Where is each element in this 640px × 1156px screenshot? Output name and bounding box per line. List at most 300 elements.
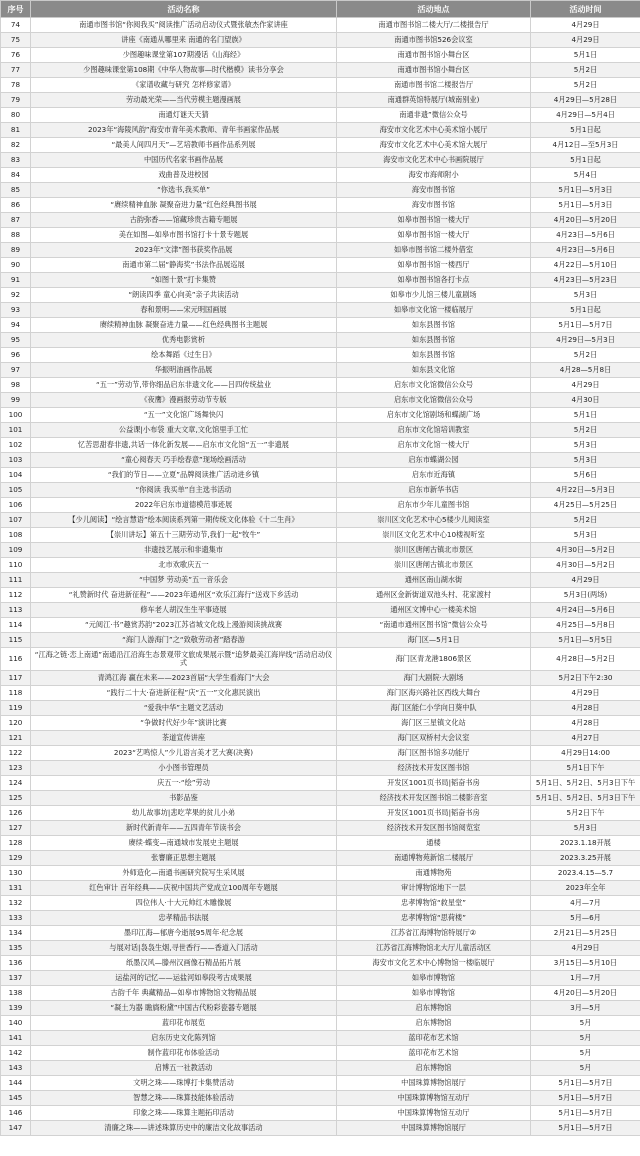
table-row (1, 701, 640, 716)
table-row (1, 588, 640, 603)
cell-location: 如东县图书馆 (337, 348, 531, 363)
cell-name: 墨印江海—郁唐今逝展95周年·纪念展 (31, 926, 337, 941)
header-no: 序号 (1, 1, 31, 18)
cell-location: 海安市文化艺术中心博物馆一楼临展厅 (337, 956, 531, 971)
table-row (1, 618, 640, 633)
cell-time: 5月1日—5月7日 (531, 1091, 640, 1106)
table-row (1, 941, 640, 956)
header-time: 活动时间 (531, 1, 640, 18)
cell-no: 97 (1, 363, 31, 378)
table-row (1, 93, 640, 108)
cell-location: 崇川区唐闸古镇北市景区 (337, 558, 531, 573)
table-row (1, 866, 640, 881)
cell-no: 144 (1, 1076, 31, 1091)
cell-no: 75 (1, 33, 31, 48)
cell-time: 2023.3.25开展 (531, 851, 640, 866)
cell-location: 南通市图书馆二楼报告厅 (337, 78, 531, 93)
cell-time: 4月29日 (531, 378, 640, 393)
cell-no: 123 (1, 761, 31, 776)
cell-name: 劳动最光荣——当代劳模主题漫画展 (31, 93, 337, 108)
cell-name: 南通市第二届“静海奖”书法作品展巡展 (31, 258, 337, 273)
cell-location: 海门区图书馆多功能厅 (337, 746, 531, 761)
cell-time: 4月28日 (531, 701, 640, 716)
cell-time: 5月1日起 (531, 303, 640, 318)
cell-no: 104 (1, 468, 31, 483)
cell-no: 84 (1, 168, 31, 183)
cell-name: 古韵千年 典藏精品—如皋市博物馆文物精品展 (31, 986, 337, 1001)
cell-location: 海门区三星镇文化站 (337, 716, 531, 731)
table-row (1, 881, 640, 896)
cell-name: “你阅读 我买单”自主选书活动 (31, 483, 337, 498)
cell-no: 115 (1, 633, 31, 648)
cell-no: 124 (1, 776, 31, 791)
cell-no: 139 (1, 1001, 31, 1016)
cell-time: 2023年全年 (531, 881, 640, 896)
cell-name: 启东历史文化陈列馆 (31, 1031, 337, 1046)
cell-location: 海门区双桥村大会议室 (337, 731, 531, 746)
cell-time: 5月3日 (531, 528, 640, 543)
table-row (1, 213, 640, 228)
cell-time: 5月4日 (531, 168, 640, 183)
cell-location: 如皋市图书馆一楼大厅 (337, 228, 531, 243)
cell-name: 印象之珠——珠算主题拓印活动 (31, 1106, 337, 1121)
cell-time: 4月20日—5月20日 (531, 213, 640, 228)
cell-no: 77 (1, 63, 31, 78)
table-row (1, 1016, 640, 1031)
cell-time: 4月23日—5月6日 (531, 228, 640, 243)
cell-location: 海门区能仁小学向日葵中队 (337, 701, 531, 716)
cell-name: 2023年“文津”图书获奖作品展 (31, 243, 337, 258)
cell-location: 启东博物馆 (337, 1016, 531, 1031)
cell-location: 海安市海师附小 (337, 168, 531, 183)
cell-time: 4月30日—5月2日 (531, 558, 640, 573)
cell-location: 启东市文化馆一楼大厅 (337, 438, 531, 453)
cell-name: 启博五一社教活动 (31, 1061, 337, 1076)
table-row (1, 1121, 640, 1136)
cell-no: 95 (1, 333, 31, 348)
cell-name: 南通市图书馆“你阅我买”阅读推广活动启动仪式暨张敏杰作家讲座 (31, 18, 337, 33)
cell-location: 海安市文化艺术中心美术馆大展厅 (337, 138, 531, 153)
cell-name: 非遗技艺展示和非遗集市 (31, 543, 337, 558)
cell-location: 通州区金新街道双池头村、花家渡村 (337, 588, 531, 603)
cell-time: 5月3日 (531, 438, 640, 453)
cell-time: 5月1日—5月7日 (531, 1106, 640, 1121)
cell-name: 美在如图—如皋市图书馆打卡十景专题展 (31, 228, 337, 243)
cell-no: 107 (1, 513, 31, 528)
cell-time: 4月25日—5月25日 (531, 498, 640, 513)
cell-no: 80 (1, 108, 31, 123)
cell-location: 审计博物馆地下一层 (337, 881, 531, 896)
cell-name: 2022年启东市道德模范事迹展 (31, 498, 337, 513)
cell-location: 崇川区唐闸古镇北市景区 (337, 543, 531, 558)
table-row (1, 836, 640, 851)
cell-location: 如皋市文化馆一楼临展厅 (337, 303, 531, 318)
cell-location: 如东县图书馆 (337, 318, 531, 333)
cell-no: 134 (1, 926, 31, 941)
cell-no: 116 (1, 648, 31, 671)
cell-time: 5月1日起 (531, 123, 640, 138)
table-row (1, 303, 640, 318)
cell-time: 5月1日—5月7日 (531, 1121, 640, 1136)
table-row (1, 258, 640, 273)
cell-no: 93 (1, 303, 31, 318)
table-row (1, 423, 640, 438)
cell-name: “争做时代好少年”演讲比赛 (31, 716, 337, 731)
table-row (1, 1001, 640, 1016)
table-row (1, 851, 640, 866)
cell-location: 崇川区文化艺术中心10楼视听室 (337, 528, 531, 543)
cell-no: 133 (1, 911, 31, 926)
table-row (1, 273, 640, 288)
table-row (1, 746, 640, 761)
table-row (1, 1046, 640, 1061)
cell-no: 88 (1, 228, 31, 243)
cell-time: 2月21日—5月25日 (531, 926, 640, 941)
cell-location: 如皋市图书馆二楼外借室 (337, 243, 531, 258)
cell-no: 135 (1, 941, 31, 956)
cell-location: 启东市蝶湖公园 (337, 453, 531, 468)
cell-no: 147 (1, 1121, 31, 1136)
cell-no: 103 (1, 453, 31, 468)
cell-name: 2023年“海陵风韵”海安市青年美术教师、青年书画家作品展 (31, 123, 337, 138)
cell-time: 4月29日—5月3日 (531, 333, 640, 348)
cell-no: 129 (1, 851, 31, 866)
cell-time: 4月28—5月8日 (531, 363, 640, 378)
cell-location: 如东县文化馆 (337, 363, 531, 378)
cell-time: 4月22日—5月3日 (531, 483, 640, 498)
cell-time: 5月1日下午 (531, 761, 640, 776)
cell-name: 庆五一·“绘”劳动 (31, 776, 337, 791)
cell-no: 79 (1, 93, 31, 108)
cell-time: 2023.1.18开展 (531, 836, 640, 851)
table-row (1, 348, 640, 363)
cell-name: “朗读四季 童心向美”亲子共读活动 (31, 288, 337, 303)
table-row (1, 498, 640, 513)
cell-location: 启东市近海镇 (337, 468, 531, 483)
cell-name: 与展对话|袅袅生烟,寻世香行——香道入门活动 (31, 941, 337, 956)
cell-time: 4月28日—5月2日 (531, 648, 640, 671)
cell-location: 启东市文化馆培训教室 (337, 423, 531, 438)
cell-time: 5月 (531, 1046, 640, 1061)
cell-no: 113 (1, 603, 31, 618)
cell-name: 忠孝精品书法展 (31, 911, 337, 926)
cell-no: 106 (1, 498, 31, 513)
table-row (1, 108, 640, 123)
cell-name: 赓续·蝶变—南通城市发展史主题展 (31, 836, 337, 851)
table-row (1, 911, 640, 926)
cell-no: 117 (1, 671, 31, 686)
table-row (1, 513, 640, 528)
cell-name: “你选书,我买单” (31, 183, 337, 198)
cell-name: 古韵弥香——馆藏珍贵古籍专题展 (31, 213, 337, 228)
table-row (1, 33, 640, 48)
cell-no: 132 (1, 896, 31, 911)
cell-no: 112 (1, 588, 31, 603)
cell-time: 5月1日—5月7日 (531, 318, 640, 333)
cell-name: 张謇廉正思想主题展 (31, 851, 337, 866)
table-row (1, 363, 640, 378)
cell-location: 通楼 (337, 836, 531, 851)
table-row (1, 971, 640, 986)
cell-time: 4月12日—至5月3日 (531, 138, 640, 153)
table-row (1, 558, 640, 573)
cell-location: 如皋市博物馆 (337, 971, 531, 986)
cell-name: 2023“艺鸣惊人”少儿语言美才艺大赛(决赛) (31, 746, 337, 761)
cell-name: 赓续精神血脉 凝聚奋进力量——红色经典图书主题展 (31, 318, 337, 333)
cell-location: 海安市图书馆 (337, 198, 531, 213)
cell-time: 5月1日、5月2日、5月3日下午 (531, 791, 640, 806)
cell-no: 122 (1, 746, 31, 761)
cell-no: 145 (1, 1091, 31, 1106)
cell-time: 3月15日—5月10日 (531, 956, 640, 971)
cell-name: “爱我中华”主题文艺活动 (31, 701, 337, 716)
cell-no: 78 (1, 78, 31, 93)
table-row (1, 438, 640, 453)
cell-time: 4月30日 (531, 393, 640, 408)
cell-location: 启东博物馆 (337, 1001, 531, 1016)
cell-no: 83 (1, 153, 31, 168)
table-row (1, 393, 640, 408)
table-row (1, 1091, 640, 1106)
cell-name: 忆苦思甜春非遗,共话一体化新发展——启东市文化馆“五一”非遗展 (31, 438, 337, 453)
cell-time: 3月—5月 (531, 1001, 640, 1016)
cell-no: 91 (1, 273, 31, 288)
cell-name: 青鸿江海 赢在未来——2023首届“大学生看海门”大会 (31, 671, 337, 686)
cell-time: 4月29日 (531, 18, 640, 33)
cell-name: 北市欢歌庆五一 (31, 558, 337, 573)
cell-location: 南通市图书馆小舞台区 (337, 48, 531, 63)
cell-time: 4月23日—5月23日 (531, 273, 640, 288)
cell-time: 5月2日 (531, 423, 640, 438)
cell-location: 南通市图书馆二楼大厅/二楼报告厅 (337, 18, 531, 33)
table-row (1, 821, 640, 836)
table-row (1, 761, 640, 776)
cell-name: 戏曲普及进校园 (31, 168, 337, 183)
cell-no: 140 (1, 1016, 31, 1031)
cell-name: “童心阅春天 巧手绘春意”现场绘画活动 (31, 453, 337, 468)
cell-no: 94 (1, 318, 31, 333)
cell-location: 经济技术开发区图书馆二楼影音室 (337, 791, 531, 806)
cell-time: 4月29日14:00 (531, 746, 640, 761)
table-row (1, 453, 640, 468)
header-location: 活动地点 (337, 1, 531, 18)
cell-time: 4月27日 (531, 731, 640, 746)
cell-time: 4月28日 (531, 716, 640, 731)
cell-no: 131 (1, 881, 31, 896)
cell-no: 110 (1, 558, 31, 573)
cell-time: 5月1日 (531, 408, 640, 423)
cell-location: 开发区1001页书局|韬奋书房 (337, 776, 531, 791)
table-row (1, 806, 640, 821)
cell-name: 纸墨汉风—滕州汉画像石精品拓片展 (31, 956, 337, 971)
cell-name: “五一”劳动节,带你细品启东非遗文化——吕四传统盐业 (31, 378, 337, 393)
cell-location: 中国珠算博物馆互动厅 (337, 1106, 531, 1121)
cell-name: 《夜鹰》漫画报劳动节专版 (31, 393, 337, 408)
cell-location: 南通非遗”微信公众号 (337, 108, 531, 123)
cell-location: 江苏省江海博物馆北大厅儿童活动区 (337, 941, 531, 956)
cell-time: 5月3日(两场) (531, 588, 640, 603)
cell-location: 启东市文化馆微信公众号 (337, 393, 531, 408)
cell-time: 5月1日起 (531, 153, 640, 168)
table-row (1, 153, 640, 168)
cell-location: 中国珠算博物馆展厅 (337, 1121, 531, 1136)
cell-no: 146 (1, 1106, 31, 1121)
cell-no: 118 (1, 686, 31, 701)
cell-time: 4月30日—5月2日 (531, 543, 640, 558)
cell-no: 137 (1, 971, 31, 986)
cell-time: 5月1日—5月7日 (531, 1076, 640, 1091)
table-row (1, 48, 640, 63)
table-row (1, 483, 640, 498)
cell-no: 130 (1, 866, 31, 881)
cell-name: 外师造化—南通书画研究院写生采风展 (31, 866, 337, 881)
cell-location: 中国珠算博物馆互动厅 (337, 1091, 531, 1106)
table-row (1, 123, 640, 138)
table-row (1, 528, 640, 543)
cell-no: 102 (1, 438, 31, 453)
cell-no: 120 (1, 716, 31, 731)
cell-no: 101 (1, 423, 31, 438)
cell-location: 海门区青龙港1806景区 (337, 648, 531, 671)
cell-no: 89 (1, 243, 31, 258)
table-row (1, 168, 640, 183)
cell-time: 4月22日—5月10日 (531, 258, 640, 273)
cell-no: 96 (1, 348, 31, 363)
cell-name: “中国梦 劳动美”五一音乐会 (31, 573, 337, 588)
cell-no: 85 (1, 183, 31, 198)
cell-no: 82 (1, 138, 31, 153)
cell-name: 春和景明——宋元明国画展 (31, 303, 337, 318)
cell-name: 红色审计 百年经典——庆祝中国共产党成立100周年专题展 (31, 881, 337, 896)
cell-no: 126 (1, 806, 31, 821)
cell-name: “赓续精神血脉 凝聚奋进力量”红色经典图书展 (31, 198, 337, 213)
cell-location: 海安市图书馆 (337, 183, 531, 198)
cell-location: 启东市文化馆微信公众号 (337, 378, 531, 393)
cell-name: “最美人间四月天”—艺培教师书画作品系列展 (31, 138, 337, 153)
cell-location: 忠孝博物馆“思荷楼” (337, 911, 531, 926)
cell-name: 制作蓝印花布体验活动 (31, 1046, 337, 1061)
cell-time: 4月29日 (531, 941, 640, 956)
cell-location: 蓝印花布艺术馆 (337, 1046, 531, 1061)
cell-time: 5月1日、5月2日、5月3日下午 (531, 776, 640, 791)
cell-name: 优秀电影赏析 (31, 333, 337, 348)
cell-name: “礼赞新时代 奋进新征程”——2023年通州区“欢乐江海行”送戏下乡活动 (31, 588, 337, 603)
table-row (1, 716, 640, 731)
cell-no: 100 (1, 408, 31, 423)
cell-location: 南通市图书馆小舞台区 (337, 63, 531, 78)
table-row (1, 776, 640, 791)
cell-time: 2023.4.15—5.7 (531, 866, 640, 881)
cell-no: 87 (1, 213, 31, 228)
cell-location: 蓝印花布艺术馆 (337, 1031, 531, 1046)
table-row (1, 543, 640, 558)
cell-location: 启东市少年儿童图书馆 (337, 498, 531, 513)
cell-location: 如皋市少儿馆三楼儿童剧场 (337, 288, 531, 303)
cell-location: 忠孝博物馆“救星堂” (337, 896, 531, 911)
cell-time: 4月—7月 (531, 896, 640, 911)
cell-no: 81 (1, 123, 31, 138)
cell-location: 启东市文化馆剧场和蝶湖广场 (337, 408, 531, 423)
cell-location: 如皋市图书馆一楼西厅 (337, 258, 531, 273)
table-row (1, 791, 640, 806)
table-row (1, 603, 640, 618)
cell-name: 新时代新青年——五四青年节读书会 (31, 821, 337, 836)
table-row (1, 956, 640, 971)
cell-location: 如皋市图书馆各打卡点 (337, 273, 531, 288)
cell-name: 【少儿阅读】“绘言慧语”绘本阅读系列第一期传统文化体验《十二生肖》 (31, 513, 337, 528)
cell-location: 中国珠算博物馆展厅 (337, 1076, 531, 1091)
table-row (1, 78, 640, 93)
cell-name: 蓝印花布展览 (31, 1016, 337, 1031)
cell-no: 86 (1, 198, 31, 213)
cell-location: 江苏省江海博物馆特展厅② (337, 926, 531, 941)
cell-location: 崇川区文化艺术中心5楼少儿阅读室 (337, 513, 531, 528)
cell-time: 4月29日 (531, 573, 640, 588)
table-row (1, 228, 640, 243)
header-row (1, 1, 640, 18)
cell-time: 5月2日下午2:30 (531, 671, 640, 686)
cell-no: 138 (1, 986, 31, 1001)
cell-time: 5月1日—5月5日 (531, 633, 640, 648)
cell-time: 4月20日—5月20日 (531, 986, 640, 1001)
cell-time: 5月 (531, 1031, 640, 1046)
cell-no: 114 (1, 618, 31, 633)
cell-name: 中国历代名家书画作品展 (31, 153, 337, 168)
table-row (1, 686, 640, 701)
cell-location: “南通市通州区图书馆”微信公众号 (337, 618, 531, 633)
cell-name: 《家谱收藏与研究 怎样修家谱》 (31, 78, 337, 93)
cell-name: “我们的节日——立夏”品牌阅读推广活动进乡镇 (31, 468, 337, 483)
cell-no: 127 (1, 821, 31, 836)
cell-name: 绘本舞蹈《过生日》 (31, 348, 337, 363)
cell-time: 5月3日 (531, 821, 640, 836)
table-row (1, 318, 640, 333)
table-row (1, 408, 640, 423)
cell-name: “五一”文化馆广场舞快闪 (31, 408, 337, 423)
table-header (1, 1, 640, 18)
cell-time: 5月2日下午 (531, 806, 640, 821)
cell-location: 海安市文化艺术中心美术馆小展厅 (337, 123, 531, 138)
cell-name: 公益课|小布袋 重大文章,文化馆里手工忙 (31, 423, 337, 438)
cell-no: 125 (1, 791, 31, 806)
cell-location: 如东县图书馆 (337, 333, 531, 348)
cell-no: 142 (1, 1046, 31, 1061)
cell-no: 141 (1, 1031, 31, 1046)
cell-time: 4月29日—5月4日 (531, 108, 640, 123)
table-row (1, 1031, 640, 1046)
table-row (1, 1061, 640, 1076)
cell-time: 5月2日 (531, 78, 640, 93)
cell-time: 5月3日 (531, 288, 640, 303)
cell-location: 海门区海兴路社区西线大舞台 (337, 686, 531, 701)
table-row (1, 243, 640, 258)
cell-time: 5月1日—5月3日 (531, 198, 640, 213)
cell-time: 5月2日 (531, 513, 640, 528)
cell-name: 华振明油画作品展 (31, 363, 337, 378)
cell-name: 幼儿故事坊|悲吃苹果的贫儿小弟 (31, 806, 337, 821)
table-row (1, 1076, 640, 1091)
cell-location: 南通博物苑 (337, 866, 531, 881)
cell-location: 南通群英馆特展厅(城南别业) (337, 93, 531, 108)
cell-name: 智慧之珠——珠算技能体验活动 (31, 1091, 337, 1106)
cell-no: 119 (1, 701, 31, 716)
table-row (1, 63, 640, 78)
table-row (1, 138, 640, 153)
cell-name: “江海之链·恋上南通”南通沿江沿海生态景观带文旅成果展示暨“追梦最美江海岸线”活动启动仪式 (31, 648, 337, 671)
cell-no: 92 (1, 288, 31, 303)
cell-no: 109 (1, 543, 31, 558)
cell-name: “元阅江·书”趣赏苏韵”2023江苏省城文化线上漫游阅读挑战赛 (31, 618, 337, 633)
